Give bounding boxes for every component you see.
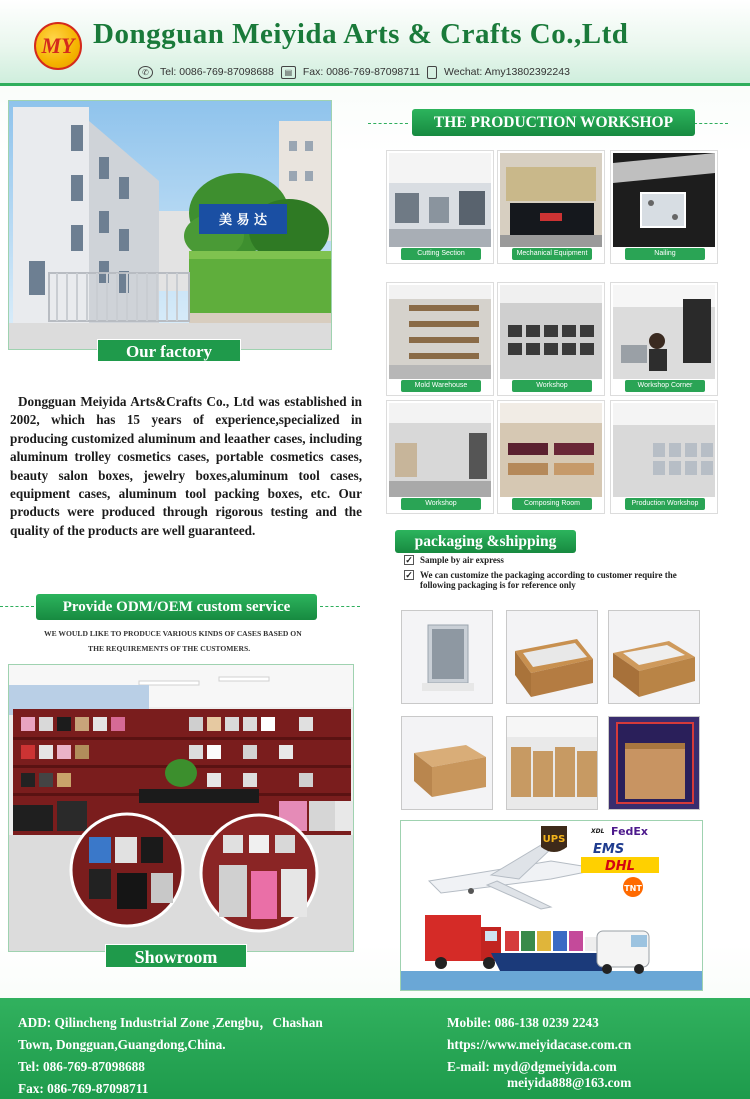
header-wechat: Wechat: Amy13802392243 [444, 66, 570, 78]
workshop-photo [500, 403, 602, 497]
odm-note-line1: WE WOULD LIKE TO PRODUCE VARIOUS KINDS OF CASES BASED ON [44, 629, 302, 638]
packaging-photo [608, 610, 700, 704]
checkmark-icon: ✓ [405, 555, 413, 565]
workshop-divider-right [694, 123, 728, 124]
fax-icon: ▤ [281, 66, 296, 79]
factory-sign: 美 易 达 [218, 213, 268, 228]
workshop-cell [497, 400, 605, 514]
checklist-item [404, 570, 704, 590]
footer-email-2[interactable]: meiyida888@163.com [507, 1075, 632, 1090]
footer-address-line1: ADD: Qilincheng Industrial Zone ,Zengbu，Chashan [18, 1015, 323, 1030]
odm-divider-right [320, 606, 360, 607]
page-footer [0, 998, 750, 1099]
footer-contact-block [447, 1012, 747, 1094]
workshop-label: Workshop [401, 498, 481, 510]
packaging-title: packaging &shipping [395, 530, 576, 553]
footer-address-block [18, 1012, 408, 1099]
odm-oem-title: Provide ODM/OEM custom service [36, 594, 317, 620]
header-tel: Tel: 0086-769-87098688 [160, 66, 274, 78]
showroom-photo [8, 664, 354, 952]
packaging-photo [608, 716, 700, 810]
workshop-label: Workshop Corner [625, 380, 705, 392]
mobile-icon [427, 66, 437, 79]
checklist-item [404, 555, 704, 565]
ups-logo: UPS [542, 834, 566, 845]
workshop-photo [500, 153, 602, 247]
workshop-photo [389, 403, 491, 497]
footer-email-1[interactable]: E-mail: myd@dgmeiyida.com [447, 1059, 617, 1074]
ems-logo: EMS [593, 842, 625, 857]
footer-fax: Fax: 086-769-87098711 [18, 1081, 149, 1096]
workshop-cell [610, 150, 718, 264]
footer-website-link[interactable]: https://www.meiyidacase.com.cn [447, 1037, 632, 1052]
workshop-photo [613, 153, 715, 247]
workshop-label: Nailing [625, 248, 705, 260]
workshop-cell [386, 150, 494, 264]
workshop-cell [386, 282, 494, 396]
header-fax: Fax: 0086-769-87098711 [302, 66, 421, 78]
workshop-label: Composing Room [512, 498, 592, 510]
workshop-cell [386, 400, 494, 514]
odm-note-line2: THE REQUIREMENTS OF THE CUSTOMERS. [88, 644, 251, 653]
showroom-label: Showroom [105, 944, 247, 968]
workshop-cell [497, 282, 605, 396]
footer-address-line2: Town, Dongguan,Guangdong,China. [18, 1037, 226, 1052]
odm-divider-left [0, 606, 34, 607]
workshop-title: THE PRODUCTION WORKSHOP [412, 109, 695, 136]
workshop-photo [389, 285, 491, 379]
dhl-logo: DHL [605, 859, 635, 874]
packaging-checklist [404, 555, 704, 593]
workshop-label: Mold Warehouse [401, 380, 481, 392]
packaging-photo [506, 716, 598, 810]
logo-text: MY [41, 33, 75, 58]
workshop-cell [610, 400, 718, 514]
shipping-carriers-panel [400, 820, 703, 991]
checklist-text: Sample by air express [420, 555, 504, 565]
footer-mobile[interactable]: Mobile: 086-138 0239 2243 [447, 1015, 599, 1030]
checklist-text: We can customize the packaging according to customer require the following packaging is for reference only [420, 570, 677, 590]
page-header [0, 0, 750, 86]
factory-frame [8, 100, 332, 350]
company-name: Dongguan Meiyida Arts & Crafts Co.,Ltd [93, 18, 629, 50]
workshop-divider-left [368, 123, 408, 124]
xdl-logo: XDL [591, 828, 605, 835]
footer-tel: Tel: 086-769-87098688 [18, 1059, 145, 1074]
workshop-label: Cutting Section [401, 248, 481, 260]
workshop-label: Mechanical Equipment [512, 248, 592, 260]
contact-bar [138, 64, 570, 80]
our-factory-label: Our factory [97, 339, 241, 362]
tnt-logo: TNT [624, 884, 642, 893]
workshop-photo [613, 403, 715, 497]
fedex-logo: FedEx [611, 825, 649, 838]
workshop-cell [497, 150, 605, 264]
workshop-label: Production Workshop [625, 498, 705, 510]
workshop-photo [389, 153, 491, 247]
company-logo [34, 22, 82, 70]
workshop-photo [613, 285, 715, 379]
workshop-cell [610, 282, 718, 396]
factory-photo [9, 101, 331, 349]
packaging-photo [401, 610, 493, 704]
phone-icon: ✆ [138, 66, 153, 79]
workshop-photo [500, 285, 602, 379]
packaging-photo [506, 610, 598, 704]
checkmark-icon: ✓ [405, 570, 413, 580]
company-intro: Dongguan Meiyida Arts&Crafts Co., Ltd was established in 2002, which has 15 years of experience,specialized in producing customized aluminum and leaather cases, including aluminum trolley cosmetics cases, portable cosmetics cases, beauty salon boxes, jewelry boxes,aluminum tool cases, equipment cases, aluminum tool packing boxes, etc. Our products were produced through rigorous testing and the quality of the products are well guaranteed. [10, 394, 362, 538]
packaging-photo [401, 716, 493, 810]
workshop-label: Workshop [512, 380, 592, 392]
